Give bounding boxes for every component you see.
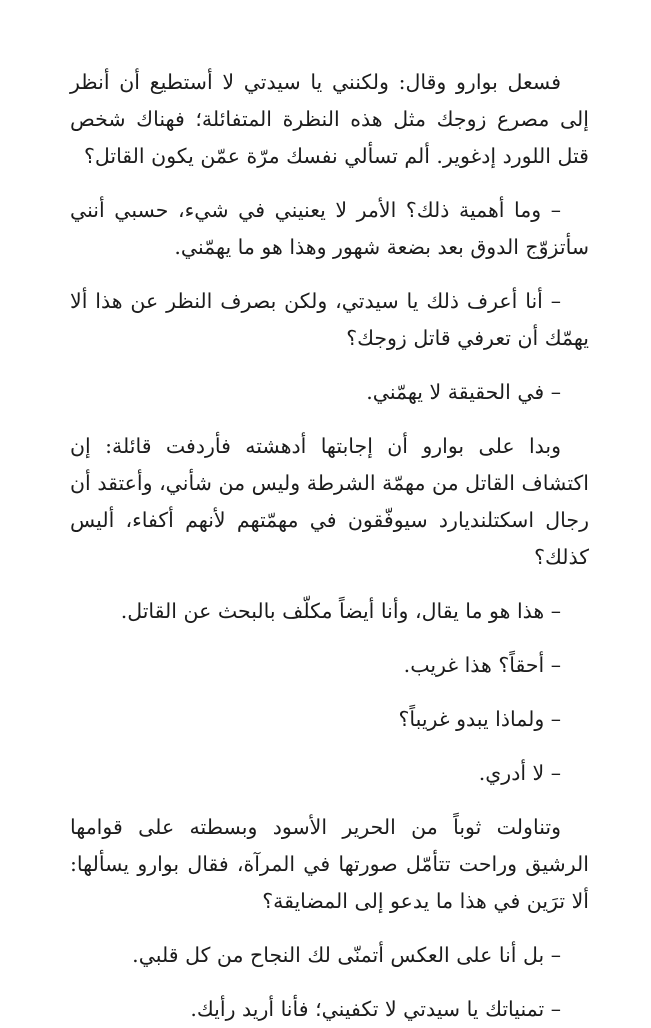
paragraph-narration-1: فسعل بوارو وقال: ولكنني يا سيدتي لا أستطيع أن أنظر إلى مصرع زوجك مثل هذه النظرة المتفائلة؛ فهناك شخص قتل اللورد إدغوير. ألم تسألي نفسك مرّة عمّن يكون القاتل؟: [70, 70, 589, 168]
paragraph-dialogue-5: – أحقاً؟ هذا غريب.: [403, 653, 561, 677]
paragraph-dialogue-4: – هذا هو ما يقال، وأنا أيضاً مكلّف بالبحث عن القاتل.: [120, 599, 561, 623]
paragraph-dialogue-3: – في الحقيقة لا يهمّني.: [366, 380, 561, 404]
paragraph-dialogue-8: – بل أنا على العكس أتمنّى لك النجاح من كل قلبي.: [132, 943, 561, 967]
paragraph-dialogue-1: – وما أهمية ذلك؟ الأمر لا يعنيني في شيء، حسبي أنني سأتزوّج الدوق بعد بضعة شهور وهذا هو ما يهمّني.: [70, 198, 589, 259]
paragraph-dialogue-6: – ولماذا يبدو غريباً؟: [398, 707, 561, 731]
paragraph-dialogue-2: – أنا أعرف ذلك يا سيدتي، ولكن بصرف النظر عن هذا ألا يهمّك أن تعرفي قاتل زوجك؟: [70, 289, 589, 350]
paragraph-narration-2: وبدا على بوارو أن إجابتها أدهشته فأردفت قائلة: إن اكتشاف القاتل من مهمّة الشرطة وليس من شأني، وأعتقد أن رجال اسكتلنديارد سيوفّقون في مهمّتهم لأنهم أكفاء، أليس كذلك؟: [70, 434, 589, 569]
paragraph-dialogue-9: – تمنياتك يا سيدتي لا تكفيني؛ فأنا أريد رأيك.: [190, 997, 561, 1021]
paragraph-dialogue-7: – لا أدري.: [478, 761, 561, 785]
paragraph-narration-3: وتناولت ثوباً من الحرير الأسود وبسطته على قوامها الرشيق وراحت تتأمّل صورتها في المرآة، فقال بوارو يسألها: ألا ترَين في هذا ما يدعو إلى المضايقة؟: [70, 815, 589, 913]
